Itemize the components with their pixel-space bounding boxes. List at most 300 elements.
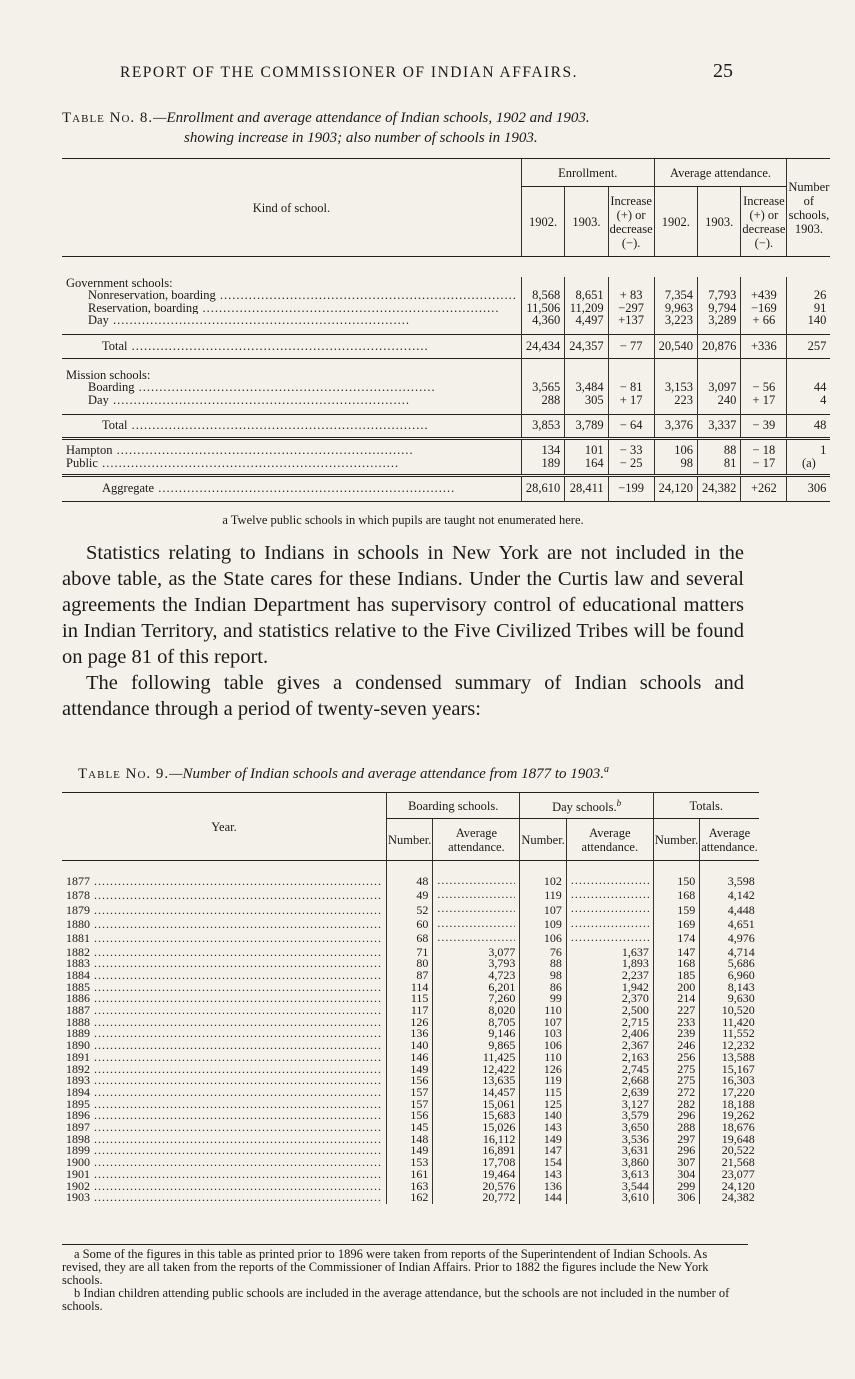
- row-label: 1890: [66, 1040, 90, 1052]
- running-header: [0, 62, 855, 88]
- cell: +336: [741, 335, 787, 359]
- cell: 214: [653, 993, 699, 1005]
- year-cell: [62, 1157, 387, 1169]
- cell: 8,568: [521, 289, 564, 302]
- cell: 106: [520, 932, 566, 946]
- row-label: Reservation, boarding: [88, 301, 199, 314]
- year-cell: [62, 993, 387, 1005]
- table-row: [62, 394, 830, 407]
- cell: 9,630: [700, 993, 759, 1005]
- cell: 24,434: [521, 335, 564, 359]
- cell: 3,598: [700, 875, 759, 889]
- footnote: a Some of the figures in this table as printed prior to 1896 were taken from reports of the Superintendent of Indian Schools. As revised, they are all taken from the reports of the Commissioner of Indian Affairs. Prior to 1882 the figures include the New York schools.: [62, 1247, 709, 1287]
- table9-footnotes: [62, 1244, 748, 1313]
- aggregate-row: [62, 475, 830, 501]
- cell: 88: [520, 958, 566, 970]
- row-label: Total: [102, 418, 128, 433]
- cell: 26: [787, 289, 830, 302]
- cell: 153: [387, 1157, 433, 1169]
- table-row: [62, 918, 759, 932]
- cell: 98: [654, 457, 697, 470]
- cell: 19,262: [700, 1110, 759, 1122]
- cell: 2,500: [566, 1005, 653, 1017]
- table8-footnote: a Twelve public schools in which pupils are taught not enumerated here.: [222, 513, 584, 527]
- total-row: [62, 414, 830, 438]
- cell: 76: [520, 947, 566, 959]
- cell: 297: [653, 1134, 699, 1146]
- table9-header-average: Average attendance.: [566, 819, 653, 861]
- cell: 272: [653, 1087, 699, 1099]
- table9-header-day-label: Day schools.: [552, 800, 617, 815]
- cell: 2,406: [566, 1028, 653, 1040]
- table-row: [62, 444, 830, 457]
- cell: 156: [387, 1075, 433, 1087]
- cell: 143: [520, 1122, 566, 1134]
- cell: (a): [787, 457, 830, 470]
- year-cell: [62, 1181, 387, 1193]
- cell: 115: [387, 993, 433, 1005]
- cell: 6,201: [433, 982, 520, 994]
- cell: 145: [387, 1122, 433, 1134]
- cell: 11,420: [700, 1017, 759, 1029]
- running-title: REPORT OF THE COMMISSIONER OF INDIAN AFFAIRS.: [120, 64, 579, 81]
- cell: 3,223: [654, 314, 697, 327]
- row-label: 1888: [66, 1016, 90, 1029]
- cell: 296: [653, 1110, 699, 1122]
- row-label: 1893: [66, 1075, 90, 1087]
- cell: 126: [387, 1017, 433, 1029]
- cell: 200: [653, 982, 699, 994]
- table-row: [62, 381, 830, 394]
- cell: 2,639: [566, 1087, 653, 1099]
- cell: 60: [387, 918, 433, 932]
- cell: 136: [387, 1028, 433, 1040]
- cell: 4,448: [700, 903, 759, 917]
- cell: 162: [387, 1192, 433, 1204]
- cell: 275: [653, 1075, 699, 1087]
- table9: [62, 792, 759, 1204]
- total-row: [62, 335, 830, 359]
- cell: 52: [387, 903, 433, 917]
- year-cell: [62, 1064, 387, 1076]
- table8-header-attendance: Average attendance.: [654, 159, 787, 187]
- cell: 150: [653, 875, 699, 889]
- cell: − 33: [608, 444, 654, 457]
- table-row: [62, 947, 759, 959]
- cell: 16,303: [700, 1075, 759, 1087]
- cell: +262: [741, 475, 787, 501]
- cell: 3,337: [698, 414, 741, 438]
- cell: 296: [653, 1145, 699, 1157]
- cell: 88: [698, 444, 741, 457]
- row-label: 1901: [66, 1168, 90, 1181]
- table9-header-year: Year.: [62, 793, 387, 861]
- cell: 19,648: [700, 1134, 759, 1146]
- row-label: Public: [66, 456, 98, 469]
- cell: 18,188: [700, 1099, 759, 1111]
- cell: [433, 875, 520, 889]
- year-cell: [62, 1145, 387, 1157]
- cell: 9,963: [654, 302, 697, 315]
- cell: 306: [787, 475, 830, 501]
- cell: 3,650: [566, 1122, 653, 1134]
- row-label: 1883: [66, 958, 90, 970]
- cell: 109: [520, 918, 566, 932]
- table-row: [62, 903, 759, 917]
- cell: 71: [387, 947, 433, 959]
- year-cell: [62, 1192, 387, 1204]
- cell: 117: [387, 1005, 433, 1017]
- paragraph: The following table gives a condensed summary of Indian schools and attendance through a period of twenty-seven years:: [62, 672, 744, 720]
- table9-header-number: Number.: [387, 819, 433, 861]
- cell: 14,457: [433, 1087, 520, 1099]
- cell: 164: [565, 457, 608, 470]
- table-row: [62, 932, 759, 946]
- cell: 16,891: [433, 1145, 520, 1157]
- table8-header-ainc: Increase (+) or decrease (−).: [741, 187, 787, 257]
- cell: 2,668: [566, 1075, 653, 1087]
- cell: 240: [698, 394, 741, 407]
- cell: 169: [653, 918, 699, 932]
- table-row: [62, 889, 759, 903]
- row-label: Hampton: [66, 444, 113, 457]
- cell: + 66: [741, 314, 787, 327]
- cell: + 83: [608, 289, 654, 302]
- row-label: 1885: [66, 981, 90, 994]
- cell: 20,540: [654, 335, 697, 359]
- cell: 24,120: [654, 475, 697, 501]
- row-label: 1900: [66, 1157, 90, 1169]
- row-label: Boarding: [88, 381, 135, 394]
- cell: [433, 918, 520, 932]
- cell: 3,579: [566, 1110, 653, 1122]
- year-cell: [62, 970, 387, 982]
- table9-header-day: [520, 793, 653, 819]
- table9-caption-text: —Number of Indian schools and average attendance from 1877 to 1903.: [169, 766, 604, 782]
- cell: 147: [520, 1145, 566, 1157]
- cell: 44: [787, 381, 830, 394]
- year-cell: [62, 1052, 387, 1064]
- table8-group-title: Mission schools:: [66, 368, 151, 381]
- cell: 24,120: [700, 1181, 759, 1193]
- cell: 119: [520, 1075, 566, 1087]
- row-label: Day: [88, 393, 109, 406]
- cell: 68: [387, 932, 433, 946]
- cell: 140: [387, 1040, 433, 1052]
- cell: 107: [520, 903, 566, 917]
- cell: 168: [653, 958, 699, 970]
- cell: 4,976: [700, 932, 759, 946]
- cell: 3,793: [433, 958, 520, 970]
- cell: 3,077: [433, 947, 520, 959]
- cell: 99: [520, 993, 566, 1005]
- cell: 24,382: [700, 1192, 759, 1204]
- cell: 110: [520, 1052, 566, 1064]
- cell: 3,853: [521, 414, 564, 438]
- cell: 8,705: [433, 1017, 520, 1029]
- cell: 17,220: [700, 1087, 759, 1099]
- row-label: Total: [102, 339, 128, 354]
- cell: 149: [520, 1134, 566, 1146]
- year-cell: [62, 1134, 387, 1146]
- cell: 157: [387, 1099, 433, 1111]
- table8-header-e1902: 1902.: [521, 187, 564, 257]
- cell: 136: [520, 1181, 566, 1193]
- cell: 9,865: [433, 1040, 520, 1052]
- cell: 7,793: [698, 289, 741, 302]
- cell: 98: [520, 970, 566, 982]
- cell: 4,723: [433, 970, 520, 982]
- cell: 1: [787, 444, 830, 457]
- year-cell: [62, 1087, 387, 1099]
- year-cell: [62, 903, 387, 917]
- cell: 4: [787, 394, 830, 407]
- cell: 4,714: [700, 947, 759, 959]
- cell: 3,565: [521, 381, 564, 394]
- cell: 299: [653, 1181, 699, 1193]
- year-cell: [62, 889, 387, 903]
- table9-header-number: Number.: [653, 819, 699, 861]
- table9-header-totals: Totals.: [653, 793, 758, 819]
- table9-header-boarding: Boarding schools.: [387, 793, 520, 819]
- row-label: 1877: [66, 874, 90, 888]
- cell: 256: [653, 1052, 699, 1064]
- cell: 17,708: [433, 1157, 520, 1169]
- cell: 156: [387, 1110, 433, 1122]
- row-label: 1879: [66, 903, 90, 917]
- cell: 48: [787, 414, 830, 438]
- cell: 7,260: [433, 993, 520, 1005]
- cell: 288: [521, 394, 564, 407]
- cell: 168: [653, 889, 699, 903]
- row-label: 1899: [66, 1145, 90, 1158]
- cell: 110: [520, 1005, 566, 1017]
- table-row: [62, 875, 759, 889]
- cell: 3,536: [566, 1134, 653, 1146]
- cell: 106: [654, 444, 697, 457]
- cell: 4,497: [565, 314, 608, 327]
- cell: 163: [387, 1181, 433, 1193]
- cell: 144: [520, 1192, 566, 1204]
- cell: 20,876: [698, 335, 741, 359]
- cell: 16,112: [433, 1134, 520, 1146]
- row-label: Aggregate: [102, 481, 155, 496]
- cell: 223: [654, 394, 697, 407]
- cell: 13,588: [700, 1052, 759, 1064]
- cell: 24,382: [698, 475, 741, 501]
- cell: +439: [741, 289, 787, 302]
- table8-caption: [62, 108, 744, 148]
- cell: −169: [741, 302, 787, 315]
- cell: 23,077: [700, 1169, 759, 1181]
- cell: 87: [387, 970, 433, 982]
- table8: [62, 158, 830, 502]
- cell: 86: [520, 982, 566, 994]
- cell: 7,354: [654, 289, 697, 302]
- cell: + 17: [741, 394, 787, 407]
- cell: 257: [787, 335, 830, 359]
- cell: 115: [520, 1087, 566, 1099]
- row-label: 1891: [66, 1051, 90, 1064]
- cell: 91: [787, 302, 830, 315]
- row-label: 1902: [66, 1180, 90, 1193]
- year-cell: [62, 875, 387, 889]
- cell: −199: [608, 475, 654, 501]
- cell: 149: [387, 1145, 433, 1157]
- cell: 101: [565, 444, 608, 457]
- cell: +137: [608, 314, 654, 327]
- cell: 15,061: [433, 1099, 520, 1111]
- table8-header-enrollment: Enrollment.: [521, 159, 654, 187]
- cell: 140: [520, 1110, 566, 1122]
- table9-header-average: Average attendance.: [700, 819, 759, 861]
- cell: 12,422: [433, 1064, 520, 1076]
- year-cell: [62, 932, 387, 946]
- year-cell: [62, 1075, 387, 1087]
- year-cell: [62, 947, 387, 959]
- table-row: [62, 289, 830, 302]
- cell: 3,127: [566, 1099, 653, 1111]
- cell: 2,370: [566, 993, 653, 1005]
- row-label: 1886: [66, 993, 90, 1006]
- year-cell: [62, 1005, 387, 1017]
- cell: 11,209: [565, 302, 608, 315]
- table9-header-number: Number.: [520, 819, 566, 861]
- row-label: 1896: [66, 1110, 90, 1123]
- cell: 28,610: [521, 475, 564, 501]
- cell: 103: [520, 1028, 566, 1040]
- cell: 15,167: [700, 1064, 759, 1076]
- cell: 174: [653, 932, 699, 946]
- cell: 306: [653, 1192, 699, 1204]
- table8-caption-line2: showing increase in 1903; also number of schools in 1903.: [184, 130, 538, 146]
- year-cell: [62, 918, 387, 932]
- cell: 189: [521, 457, 564, 470]
- cell: 305: [565, 394, 608, 407]
- cell: 4,142: [700, 889, 759, 903]
- cell: 9,794: [698, 302, 741, 315]
- row-label: 1892: [66, 1063, 90, 1076]
- table8-group-title: Government schools:: [66, 276, 173, 289]
- cell: 19,464: [433, 1169, 520, 1181]
- cell: − 18: [741, 444, 787, 457]
- cell: 2,367: [566, 1040, 653, 1052]
- cell: 8,020: [433, 1005, 520, 1017]
- cell: − 77: [608, 335, 654, 359]
- table8-header-einc: Increase (+) or decrease (−).: [608, 187, 654, 257]
- cell: 24,357: [565, 335, 608, 359]
- cell: [433, 889, 520, 903]
- cell: 21,568: [700, 1157, 759, 1169]
- table9-label: Table No. 9.: [78, 766, 170, 782]
- table8-header-number: Number of schools, 1903.: [787, 159, 830, 257]
- row-label: 1894: [66, 1086, 90, 1099]
- cell: 3,376: [654, 414, 697, 438]
- table9-header-day-note: b: [616, 798, 622, 809]
- cell: 149: [387, 1064, 433, 1076]
- cell: 106: [520, 1040, 566, 1052]
- cell: 140: [787, 314, 830, 327]
- row-label: 1884: [66, 969, 90, 982]
- paragraph: Statistics relating to Indians in schools in New York are not included in the above table, as the State cares for these Indians. Under the Curtis law and several agreements the Indian Department has supervisory control of educational matters in Indian Territory, and statistics relative to the Five Civilized Tribes will be found on page 81 of this report.: [62, 542, 744, 668]
- cell: 49: [387, 889, 433, 903]
- cell: 15,026: [433, 1122, 520, 1134]
- table8-label: Table No. 8.: [62, 110, 154, 126]
- year-cell: [62, 1099, 387, 1111]
- cell: 3,610: [566, 1192, 653, 1204]
- cell: −297: [608, 302, 654, 315]
- cell: [566, 903, 653, 917]
- cell: 2,715: [566, 1017, 653, 1029]
- cell: 3,097: [698, 381, 741, 394]
- cell: 134: [521, 444, 564, 457]
- cell: 307: [653, 1157, 699, 1169]
- row-label: 1882: [66, 946, 90, 959]
- cell: 185: [653, 970, 699, 982]
- row-label: Nonreservation, boarding: [88, 289, 216, 302]
- row-label: 1881: [66, 932, 90, 946]
- table8-header-e1903: 1903.: [565, 187, 608, 257]
- year-cell: [62, 1028, 387, 1040]
- table-row: [62, 958, 759, 970]
- cell: 15,683: [433, 1110, 520, 1122]
- cell: 28,411: [565, 475, 608, 501]
- cell: 3,613: [566, 1169, 653, 1181]
- cell: 81: [698, 457, 741, 470]
- cell: − 17: [741, 457, 787, 470]
- year-cell: [62, 982, 387, 994]
- cell: 2,237: [566, 970, 653, 982]
- body-text: [62, 540, 744, 722]
- cell: 239: [653, 1028, 699, 1040]
- cell: 159: [653, 903, 699, 917]
- cell: − 25: [608, 457, 654, 470]
- cell: 4,651: [700, 918, 759, 932]
- cell: 3,631: [566, 1145, 653, 1157]
- row-label: 1887: [66, 1005, 90, 1017]
- cell: 13,635: [433, 1075, 520, 1087]
- cell: 1,637: [566, 947, 653, 959]
- year-cell: [62, 958, 387, 970]
- cell: [566, 918, 653, 932]
- cell: 6,960: [700, 970, 759, 982]
- table8-header-kind: Kind of school.: [62, 159, 521, 257]
- row-label: 1898: [66, 1133, 90, 1146]
- row-label: 1903: [66, 1192, 90, 1204]
- table-row: [62, 314, 830, 327]
- year-cell: [62, 1169, 387, 1181]
- row-label: 1878: [66, 888, 90, 903]
- cell: 114: [387, 982, 433, 994]
- cell: − 56: [741, 381, 787, 394]
- cell: 20,576: [433, 1181, 520, 1193]
- cell: 18,676: [700, 1122, 759, 1134]
- cell: 4,360: [521, 314, 564, 327]
- cell: 288: [653, 1122, 699, 1134]
- row-label: 1889: [66, 1028, 90, 1041]
- cell: + 17: [608, 394, 654, 407]
- cell: 126: [520, 1064, 566, 1076]
- table8-header-a1903: 1903.: [698, 187, 741, 257]
- cell: 8,143: [700, 982, 759, 994]
- cell: 119: [520, 889, 566, 903]
- cell: 143: [520, 1169, 566, 1181]
- page-number: 25: [713, 60, 733, 82]
- row-label: 1880: [66, 917, 90, 932]
- cell: 148: [387, 1134, 433, 1146]
- cell: 1,942: [566, 982, 653, 994]
- cell: 3,789: [565, 414, 608, 438]
